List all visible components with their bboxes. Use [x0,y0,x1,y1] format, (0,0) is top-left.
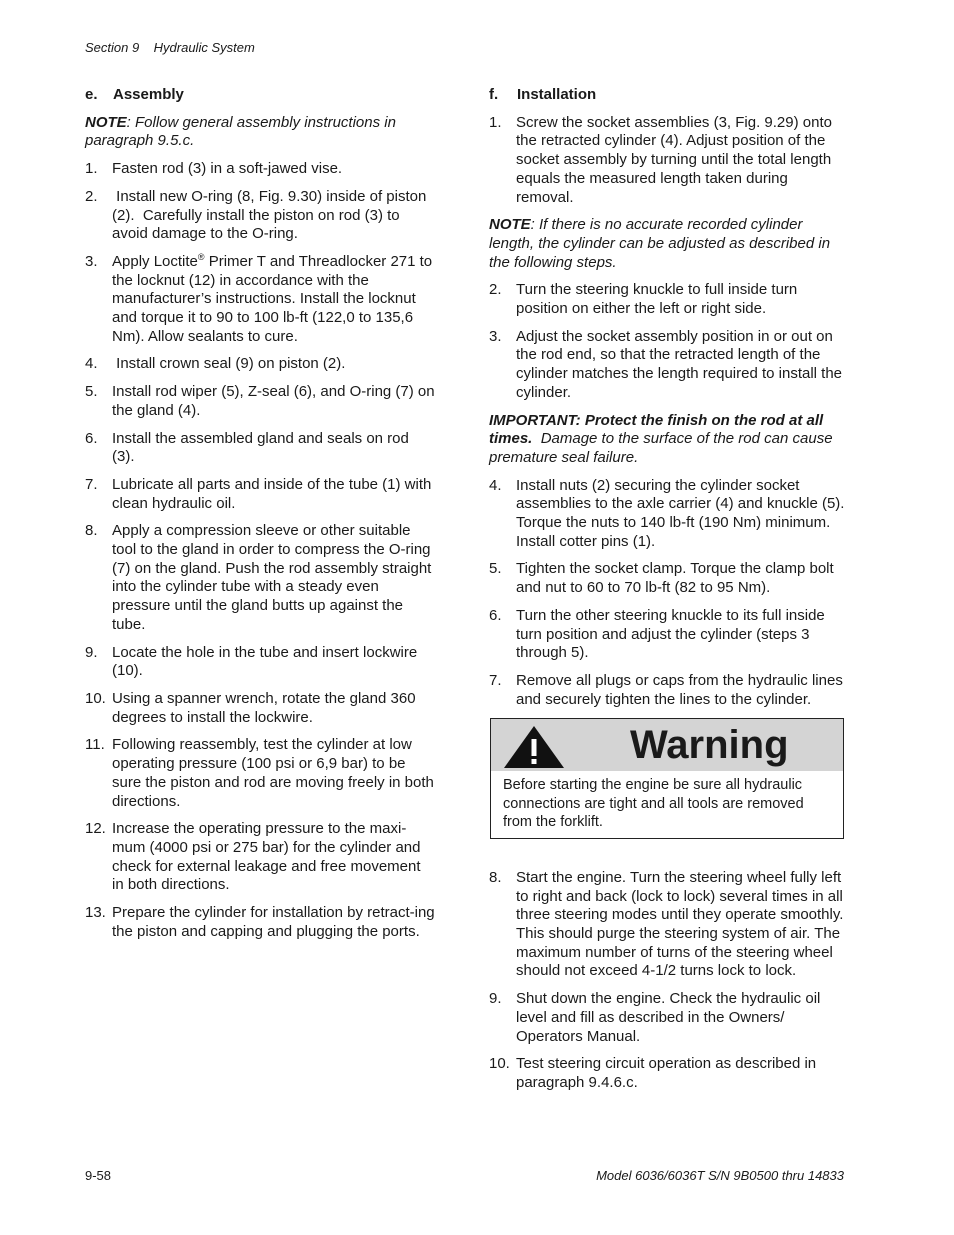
list-item [85,476,435,513]
assembly-note [85,114,435,151]
list-item [85,904,435,941]
item-number: 1. [85,160,98,178]
model-info: Model 6036/6036T S/N 9B0500 thru 14833 [596,1168,844,1183]
item-text: Install nuts (2) securing the cylinder socket assemblies to the axle carrier (4) and knuckle (5). Torque the nuts to 140 lb-ft (190 Nm) minimum. Install cotter pins (1). [516,476,845,550]
item-text: Using a spanner wrench, rotate the gland 360 degrees to install the lockwire. [112,689,416,726]
list-item [489,672,847,709]
list-item [489,869,847,981]
installation-note [489,216,847,272]
item-number: 7. [489,671,502,689]
list-item [489,114,847,208]
item-text: Turn the steering knuckle to full inside turn position on either the left or right side. [516,281,798,318]
item-text: Locate the hole in the tube and insert lockwire (10). [112,643,418,680]
assembly-section [85,86,435,950]
item-text: Test steering circuit operation as described in paragraph 9.4.6.c. [516,1055,817,1091]
item-number: 8. [489,868,502,886]
item-text: Adjust the socket assembly position in or out on the rod end, so that the retracted length of the cylinder matches the length required to install the cylinder. [516,327,843,401]
list-item [489,560,847,597]
list-item [85,644,435,681]
list-item [85,522,435,634]
item-text: Following reassembly, test the cylinder at low operating pressure (100 psi or 6,9 bar) to be sure the piston and rod are moving freely in both directions. [112,736,434,810]
section-letter: e. [85,86,98,103]
item-text: Install rod wiper (5), Z-seal (6), and O-ring (7) on the gland (4). [112,383,435,419]
item-number: 13. [85,904,106,922]
item-number: 10. [489,1055,510,1073]
item-number: 6. [489,606,502,624]
item-number: 2. [489,281,502,299]
item-text: Fasten rod (3) in a soft-jawed vise. [112,160,343,178]
note-label: NOTE [85,113,127,131]
running-header: Section 9 Hydraulic System [85,40,255,55]
item-text: Apply a compression sleeve or other suitable tool to the gland in order to compress the O-ring (7) on the gland. Push the rod assembly straight into the cylinder tube with a steady even pressure until the gland butts up against the tube. [112,522,432,633]
item-text-part: Apply Loctite [112,252,198,270]
item-number: 4. [85,355,98,373]
note-label: NOTE [489,216,531,234]
section-title-installation [489,86,847,105]
warning-triangle-icon [503,725,565,775]
item-number: 3. [85,252,98,270]
item-text: Install the assembled gland and seals on rod (3). [112,429,409,466]
list-item [489,477,847,552]
warning-title: Warning [630,723,789,768]
item-number: 1. [489,113,502,131]
list-item [85,820,435,895]
note-text: : If there is no accurate recorded cylinder length, the cylinder can be adjusted as described in the following steps. [489,216,831,271]
important-text: Damage to the surface of the rod can cause premature seal failure. [489,430,837,466]
item-text: Turn the other steering knuckle to its full inside turn position and adjust the cylinder (steps 3 through 5). [516,606,825,662]
item-text: Screw the socket assemblies (3, Fig. 9.29) onto the retracted cylinder (4). Adjust position of the socket assembly by turning until the total length equals the measured length taken during removal. [516,113,832,206]
item-number: 9. [489,990,502,1008]
item-number: 3. [489,327,502,345]
item-number: 5. [85,383,98,401]
list-item [85,383,435,420]
item-number: 10. [85,689,106,707]
item-number: 12. [85,820,106,838]
important-bold-text: IMPORTANT: Protect the finish on the rod at all times. [489,411,824,448]
item-text [112,253,435,347]
list-item [85,355,435,374]
item-text: Remove all plugs or caps from the hydraulic lines and securely tighten the lines to the cylinder. [516,671,843,708]
warning-box [490,718,844,839]
item-text-part: Primer T and Threadlocker 271 to the locknut (12) in accordance with the manufacturer’s instructions. Install the locknut and torque it to 90 to 100 lb-ft (122,0 to 135,6 Nm). Allow sealants to cure. [112,252,433,345]
list-item [489,607,847,663]
list-item [489,990,847,1046]
item-text: Start the engine. Turn the steering wheel fully left to right and back (lock to lock) several times in all three steering modes until they operate smoothly. This should purge the steering system of air. The maximum number of turns of the steering wheel should not exceed 4-1/2 turns lock to lock. [516,868,844,980]
item-text: Lubricate all parts and inside of the tube (1) with clean hydraulic oil. [112,475,432,512]
section-letter: f. [489,86,499,103]
list-item [85,736,435,811]
note-text: : Follow general assembly instructions in paragraph 9.5.c. [85,113,396,150]
installation-section [489,86,847,1102]
item-text: Increase the operating pressure to the maxi-mum (4000 psi or 275 bar) for the cylinder and check for external leakage and free movement in both directions. [112,820,421,894]
item-text: Tighten the socket clamp. Torque the clamp bolt and nut to 60 to 70 lb-ft (82 to 95 Nm). [516,560,834,597]
item-number: 6. [85,429,98,447]
list-item [85,253,435,347]
list-item [489,281,847,318]
section-title-text: Installation [517,86,597,103]
item-number: 11. [85,736,105,754]
item-text: Prepare the cylinder for installation by retract-ing the piston and capping and plugging the ports. [112,904,435,940]
item-text: Shut down the engine. Check the hydraulic oil level and fill as described in the Owners/ Operators Manual. [516,990,821,1045]
warning-text: Before starting the engine be sure all hydraulic connections are tight and all tools are removed from the forklift. [503,777,804,831]
item-text: Install crown seal (9) on piston (2). [112,355,346,373]
important-notice [489,412,847,468]
item-number: 2. [85,187,98,205]
list-item [85,430,435,467]
item-number: 5. [489,560,502,578]
section-title-assembly [85,86,435,105]
item-number: 9. [85,643,98,661]
list-item [85,188,435,244]
item-number: 7. [85,475,98,493]
page-number: 9-58 [85,1168,112,1183]
list-item [489,328,847,403]
item-number: 8. [85,522,98,540]
list-item [85,690,435,727]
item-number: 4. [489,476,502,494]
registered-mark: ® [197,251,205,262]
item-text: Install new O-ring (8, Fig. 9.30) inside of piston (2). Carefully install the piston on rod (3) to avoid damage to the O-ring. [112,187,431,243]
warning-header [491,719,843,771]
list-item [489,1055,847,1092]
section-title-text: Assembly [113,86,184,103]
list-item [85,160,435,179]
